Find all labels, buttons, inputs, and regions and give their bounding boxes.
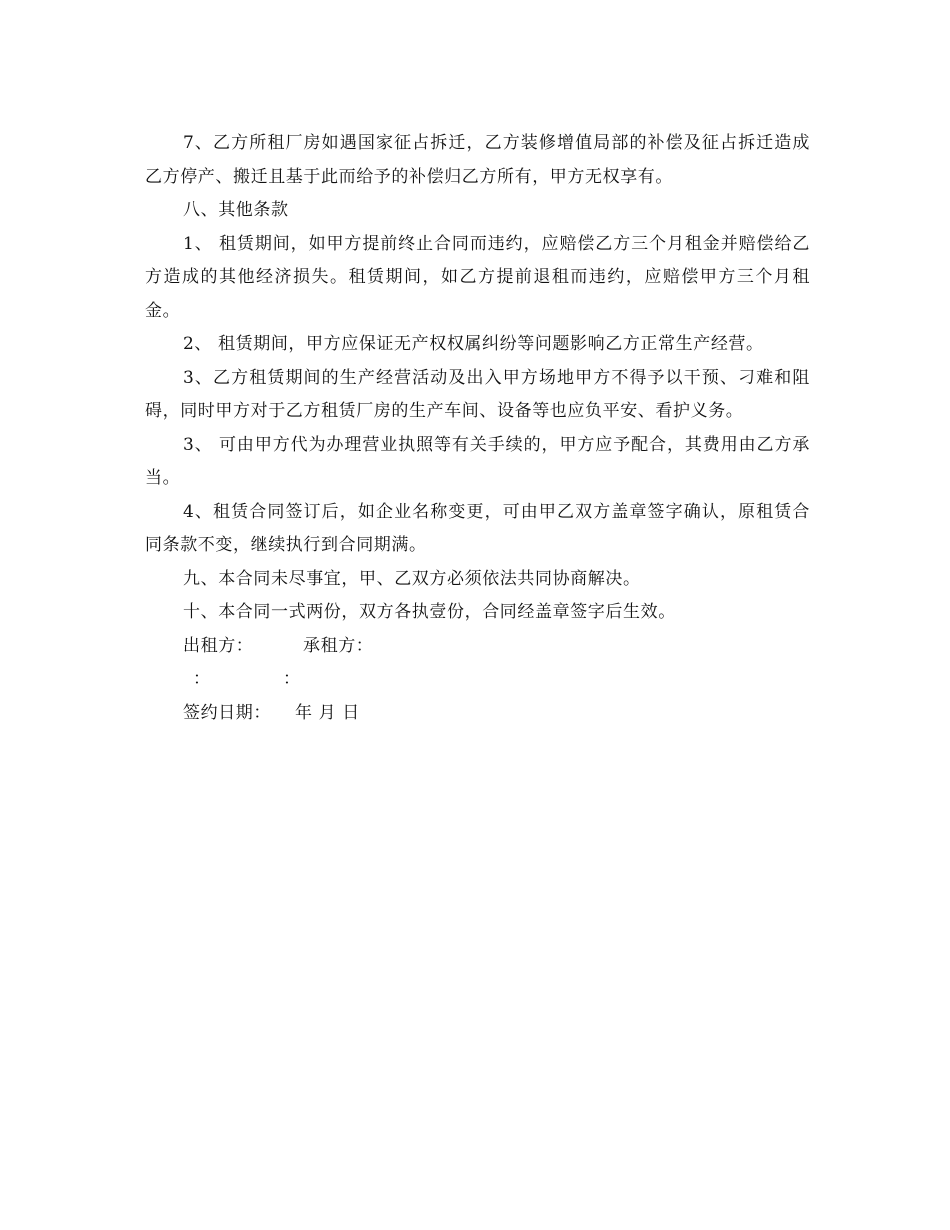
lessor-signature-colon: ： <box>193 669 211 689</box>
lessee-label: 承租方： <box>303 635 374 656</box>
date-day: 日 <box>342 702 360 723</box>
clause-8-4-name-change: 4、租赁合同签订后，如企业名称变更，可由甲乙双方盖章签字确认，原租赁合同条款不变，继续执行到合同期满。 <box>145 501 810 555</box>
section-10-copies: 十、本合同一式两份，双方各执壹份，合同经盖章签字后生效。 <box>183 602 676 622</box>
contract-body <box>145 127 810 730</box>
lessor-label: 出租方： <box>183 635 254 656</box>
clause-8-2-title: 2、 租赁期间，甲方应保证无产权权属纠纷等问题影响乙方正常生产经营。 <box>183 334 764 354</box>
signature-colon-row <box>145 663 810 697</box>
clause-8-3-license: 3、 可由甲方代为办理营业执照等有关手续的，甲方应予配合，其费用由乙方承当。 <box>145 434 810 488</box>
signing-date-row <box>145 697 810 731</box>
clause-7-relocation: 7、乙方所租厂房如遇国家征占拆迁，乙方装修增值局部的补偿及征占拆迁造成乙方停产、搬迁且基于此而给予的补偿归乙方所有，甲方无权享有。 <box>145 133 810 187</box>
date-month: 月 <box>318 702 337 723</box>
clause-8-1-breach: 1、 租赁期间，如甲方提前终止合同而违约，应赔偿乙方三个月租金并赔偿给乙方造成的其他经济损失。租赁期间，如乙方提前退租而违约，应赔偿甲方三个月租金。 <box>145 233 810 321</box>
signing-date-label: 签约日期： <box>183 702 271 723</box>
date-year: 年 <box>295 702 313 723</box>
clause-8-3-operations: 3、乙方租赁期间的生产经营活动及出入甲方场地甲方不得予以干预、刁难和阻碍，同时甲方对于乙方租赁厂房的生产车间、设备等也应负平安、看护义务。 <box>145 367 810 421</box>
section-8-heading: 八、其他条款 <box>183 200 289 220</box>
lessee-signature-colon: ： <box>283 669 301 689</box>
section-9-negotiation: 九、本合同未尽事宜，甲、乙双方必须依法共同协商解决。 <box>183 568 641 589</box>
signature-parties-row <box>145 630 810 664</box>
